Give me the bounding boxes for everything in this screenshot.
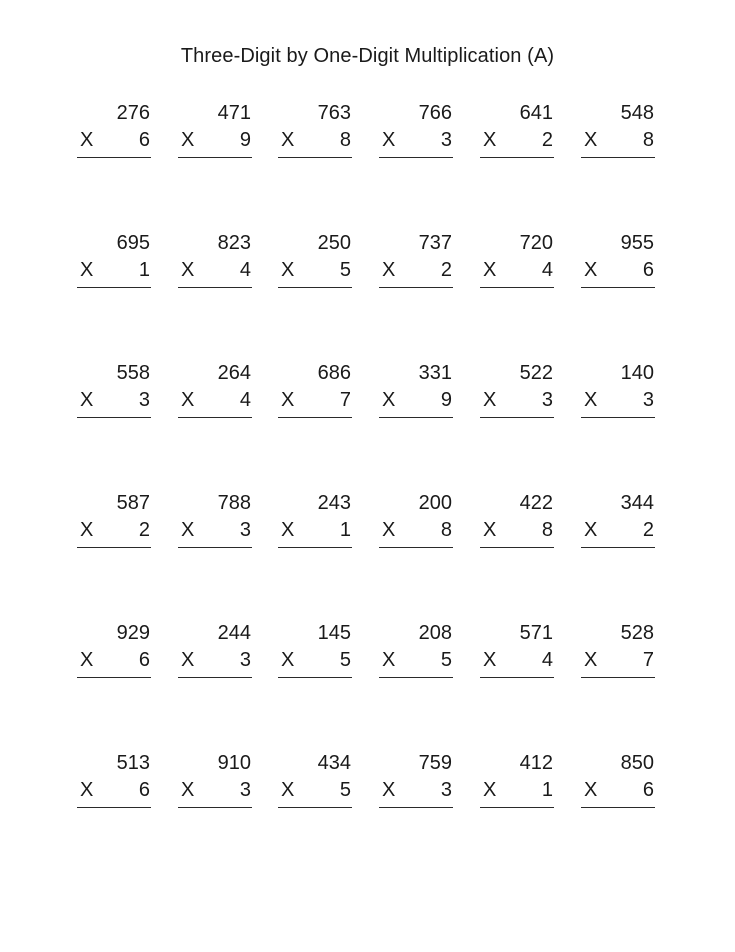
multiplicand: 695 — [116, 232, 150, 254]
multiplicand: 788 — [217, 492, 251, 514]
problem-4-4 — [379, 490, 453, 550]
multiplier: 4 — [239, 259, 251, 281]
multiplicand: 955 — [620, 232, 654, 254]
times-sign: X — [181, 259, 195, 281]
multiplicand: 522 — [519, 362, 553, 384]
answer-line — [581, 287, 655, 288]
multiplier: 5 — [339, 259, 351, 281]
answer-line — [581, 547, 655, 548]
multiplicand: 548 — [620, 102, 654, 124]
times-sign: X — [181, 519, 195, 541]
multiplicand: 759 — [418, 752, 452, 774]
multiplier: 3 — [440, 129, 452, 151]
multiplicand: 686 — [317, 362, 351, 384]
times-sign: X — [382, 519, 396, 541]
multiplier: 1 — [138, 259, 150, 281]
answer-line — [77, 807, 151, 808]
multiplicand: 200 — [418, 492, 452, 514]
multiplier: 2 — [138, 519, 150, 541]
multiplicand: 331 — [418, 362, 452, 384]
problem-2-1 — [77, 230, 151, 290]
answer-line — [278, 287, 352, 288]
times-sign: X — [483, 129, 497, 151]
multiplier: 3 — [239, 649, 251, 671]
multiplicand: 929 — [116, 622, 150, 644]
times-sign: X — [80, 389, 94, 411]
times-sign: X — [584, 129, 598, 151]
multiplier: 7 — [642, 649, 654, 671]
answer-line — [379, 287, 453, 288]
problem-5-5 — [480, 620, 554, 680]
multiplicand: 243 — [317, 492, 351, 514]
times-sign: X — [584, 519, 598, 541]
problem-3-1 — [77, 360, 151, 420]
multiplier: 8 — [339, 129, 351, 151]
multiplier: 6 — [138, 649, 150, 671]
answer-line — [379, 807, 453, 808]
times-sign: X — [80, 259, 94, 281]
multiplicand: 587 — [116, 492, 150, 514]
answer-line — [178, 157, 252, 158]
problem-3-3 — [278, 360, 352, 420]
multiplicand: 910 — [217, 752, 251, 774]
multiplicand: 763 — [317, 102, 351, 124]
times-sign: X — [181, 389, 195, 411]
answer-line — [480, 417, 554, 418]
answer-line — [379, 157, 453, 158]
answer-line — [77, 677, 151, 678]
multiplicand: 528 — [620, 622, 654, 644]
multiplier: 5 — [339, 779, 351, 801]
times-sign: X — [584, 779, 598, 801]
multiplicand: 244 — [217, 622, 251, 644]
multiplier: 9 — [239, 129, 251, 151]
times-sign: X — [483, 389, 497, 411]
multiplicand: 471 — [217, 102, 251, 124]
worksheet-title: Three-Digit by One-Digit Multiplication (A) — [180, 45, 555, 67]
answer-line — [379, 677, 453, 678]
multiplier: 9 — [440, 389, 452, 411]
times-sign: X — [483, 779, 497, 801]
multiplicand: 850 — [620, 752, 654, 774]
times-sign: X — [181, 649, 195, 671]
multiplier: 2 — [642, 519, 654, 541]
problem-1-5 — [480, 100, 554, 160]
multiplicand: 823 — [217, 232, 251, 254]
multiplicand: 140 — [620, 362, 654, 384]
answer-line — [581, 157, 655, 158]
problem-3-5 — [480, 360, 554, 420]
problem-6-3 — [278, 750, 352, 810]
multiplier: 8 — [541, 519, 553, 541]
problem-2-3 — [278, 230, 352, 290]
answer-line — [581, 807, 655, 808]
answer-line — [278, 417, 352, 418]
answer-line — [178, 547, 252, 548]
answer-line — [178, 287, 252, 288]
times-sign: X — [382, 389, 396, 411]
multiplier: 7 — [339, 389, 351, 411]
times-sign: X — [281, 259, 295, 281]
answer-line — [379, 547, 453, 548]
multiplier: 6 — [642, 779, 654, 801]
times-sign: X — [281, 519, 295, 541]
multiplicand: 720 — [519, 232, 553, 254]
multiplier: 3 — [239, 519, 251, 541]
times-sign: X — [584, 389, 598, 411]
multiplicand: 344 — [620, 492, 654, 514]
problem-6-6 — [581, 750, 655, 810]
multiplier: 6 — [138, 129, 150, 151]
multiplier: 2 — [440, 259, 452, 281]
answer-line — [178, 807, 252, 808]
problem-4-1 — [77, 490, 151, 550]
times-sign: X — [181, 779, 195, 801]
times-sign: X — [483, 519, 497, 541]
problem-1-4 — [379, 100, 453, 160]
problem-4-2 — [178, 490, 252, 550]
multiplier: 8 — [440, 519, 452, 541]
answer-line — [480, 677, 554, 678]
multiplier: 3 — [138, 389, 150, 411]
answer-line — [178, 677, 252, 678]
problem-1-6 — [581, 100, 655, 160]
times-sign: X — [483, 649, 497, 671]
problem-5-3 — [278, 620, 352, 680]
problem-6-4 — [379, 750, 453, 810]
multiplier: 5 — [339, 649, 351, 671]
times-sign: X — [584, 259, 598, 281]
times-sign: X — [80, 519, 94, 541]
problem-5-6 — [581, 620, 655, 680]
times-sign: X — [80, 129, 94, 151]
times-sign: X — [382, 259, 396, 281]
multiplier: 2 — [541, 129, 553, 151]
problem-5-1 — [77, 620, 151, 680]
multiplier: 1 — [541, 779, 553, 801]
multiplicand: 250 — [317, 232, 351, 254]
times-sign: X — [80, 779, 94, 801]
answer-line — [480, 547, 554, 548]
answer-line — [77, 547, 151, 548]
answer-line — [278, 807, 352, 808]
problem-6-2 — [178, 750, 252, 810]
problem-2-5 — [480, 230, 554, 290]
problem-3-2 — [178, 360, 252, 420]
times-sign: X — [483, 259, 497, 281]
problem-6-1 — [77, 750, 151, 810]
problem-5-2 — [178, 620, 252, 680]
problem-4-3 — [278, 490, 352, 550]
answer-line — [379, 417, 453, 418]
answer-line — [480, 157, 554, 158]
multiplier: 1 — [339, 519, 351, 541]
problem-1-1 — [77, 100, 151, 160]
times-sign: X — [281, 779, 295, 801]
answer-line — [77, 417, 151, 418]
multiplier: 3 — [440, 779, 452, 801]
answer-line — [77, 287, 151, 288]
multiplicand: 208 — [418, 622, 452, 644]
multiplier: 3 — [642, 389, 654, 411]
times-sign: X — [281, 649, 295, 671]
times-sign: X — [281, 129, 295, 151]
multiplier: 8 — [642, 129, 654, 151]
problem-2-4 — [379, 230, 453, 290]
multiplicand: 145 — [317, 622, 351, 644]
multiplier: 4 — [541, 259, 553, 281]
multiplicand: 737 — [418, 232, 452, 254]
multiplicand: 412 — [519, 752, 553, 774]
answer-line — [480, 287, 554, 288]
problem-5-4 — [379, 620, 453, 680]
multiplier: 3 — [239, 779, 251, 801]
answer-line — [178, 417, 252, 418]
answer-line — [480, 807, 554, 808]
multiplicand: 276 — [116, 102, 150, 124]
problem-3-4 — [379, 360, 453, 420]
problem-4-6 — [581, 490, 655, 550]
problem-1-3 — [278, 100, 352, 160]
times-sign: X — [181, 129, 195, 151]
multiplicand: 422 — [519, 492, 553, 514]
multiplier: 3 — [541, 389, 553, 411]
answer-line — [278, 547, 352, 548]
problem-2-6 — [581, 230, 655, 290]
multiplier: 5 — [440, 649, 452, 671]
multiplier: 6 — [138, 779, 150, 801]
answer-line — [278, 677, 352, 678]
answer-line — [581, 677, 655, 678]
problem-2-2 — [178, 230, 252, 290]
problem-3-6 — [581, 360, 655, 420]
multiplicand: 264 — [217, 362, 251, 384]
problem-6-5 — [480, 750, 554, 810]
problem-4-5 — [480, 490, 554, 550]
multiplicand: 434 — [317, 752, 351, 774]
multiplicand: 558 — [116, 362, 150, 384]
answer-line — [77, 157, 151, 158]
multiplier: 4 — [239, 389, 251, 411]
multiplicand: 766 — [418, 102, 452, 124]
multiplicand: 571 — [519, 622, 553, 644]
times-sign: X — [80, 649, 94, 671]
multiplier: 6 — [642, 259, 654, 281]
times-sign: X — [382, 779, 396, 801]
times-sign: X — [584, 649, 598, 671]
multiplicand: 513 — [116, 752, 150, 774]
times-sign: X — [382, 129, 396, 151]
answer-line — [278, 157, 352, 158]
multiplicand: 641 — [519, 102, 553, 124]
problem-1-2 — [178, 100, 252, 160]
answer-line — [581, 417, 655, 418]
multiplier: 4 — [541, 649, 553, 671]
times-sign: X — [281, 389, 295, 411]
times-sign: X — [382, 649, 396, 671]
